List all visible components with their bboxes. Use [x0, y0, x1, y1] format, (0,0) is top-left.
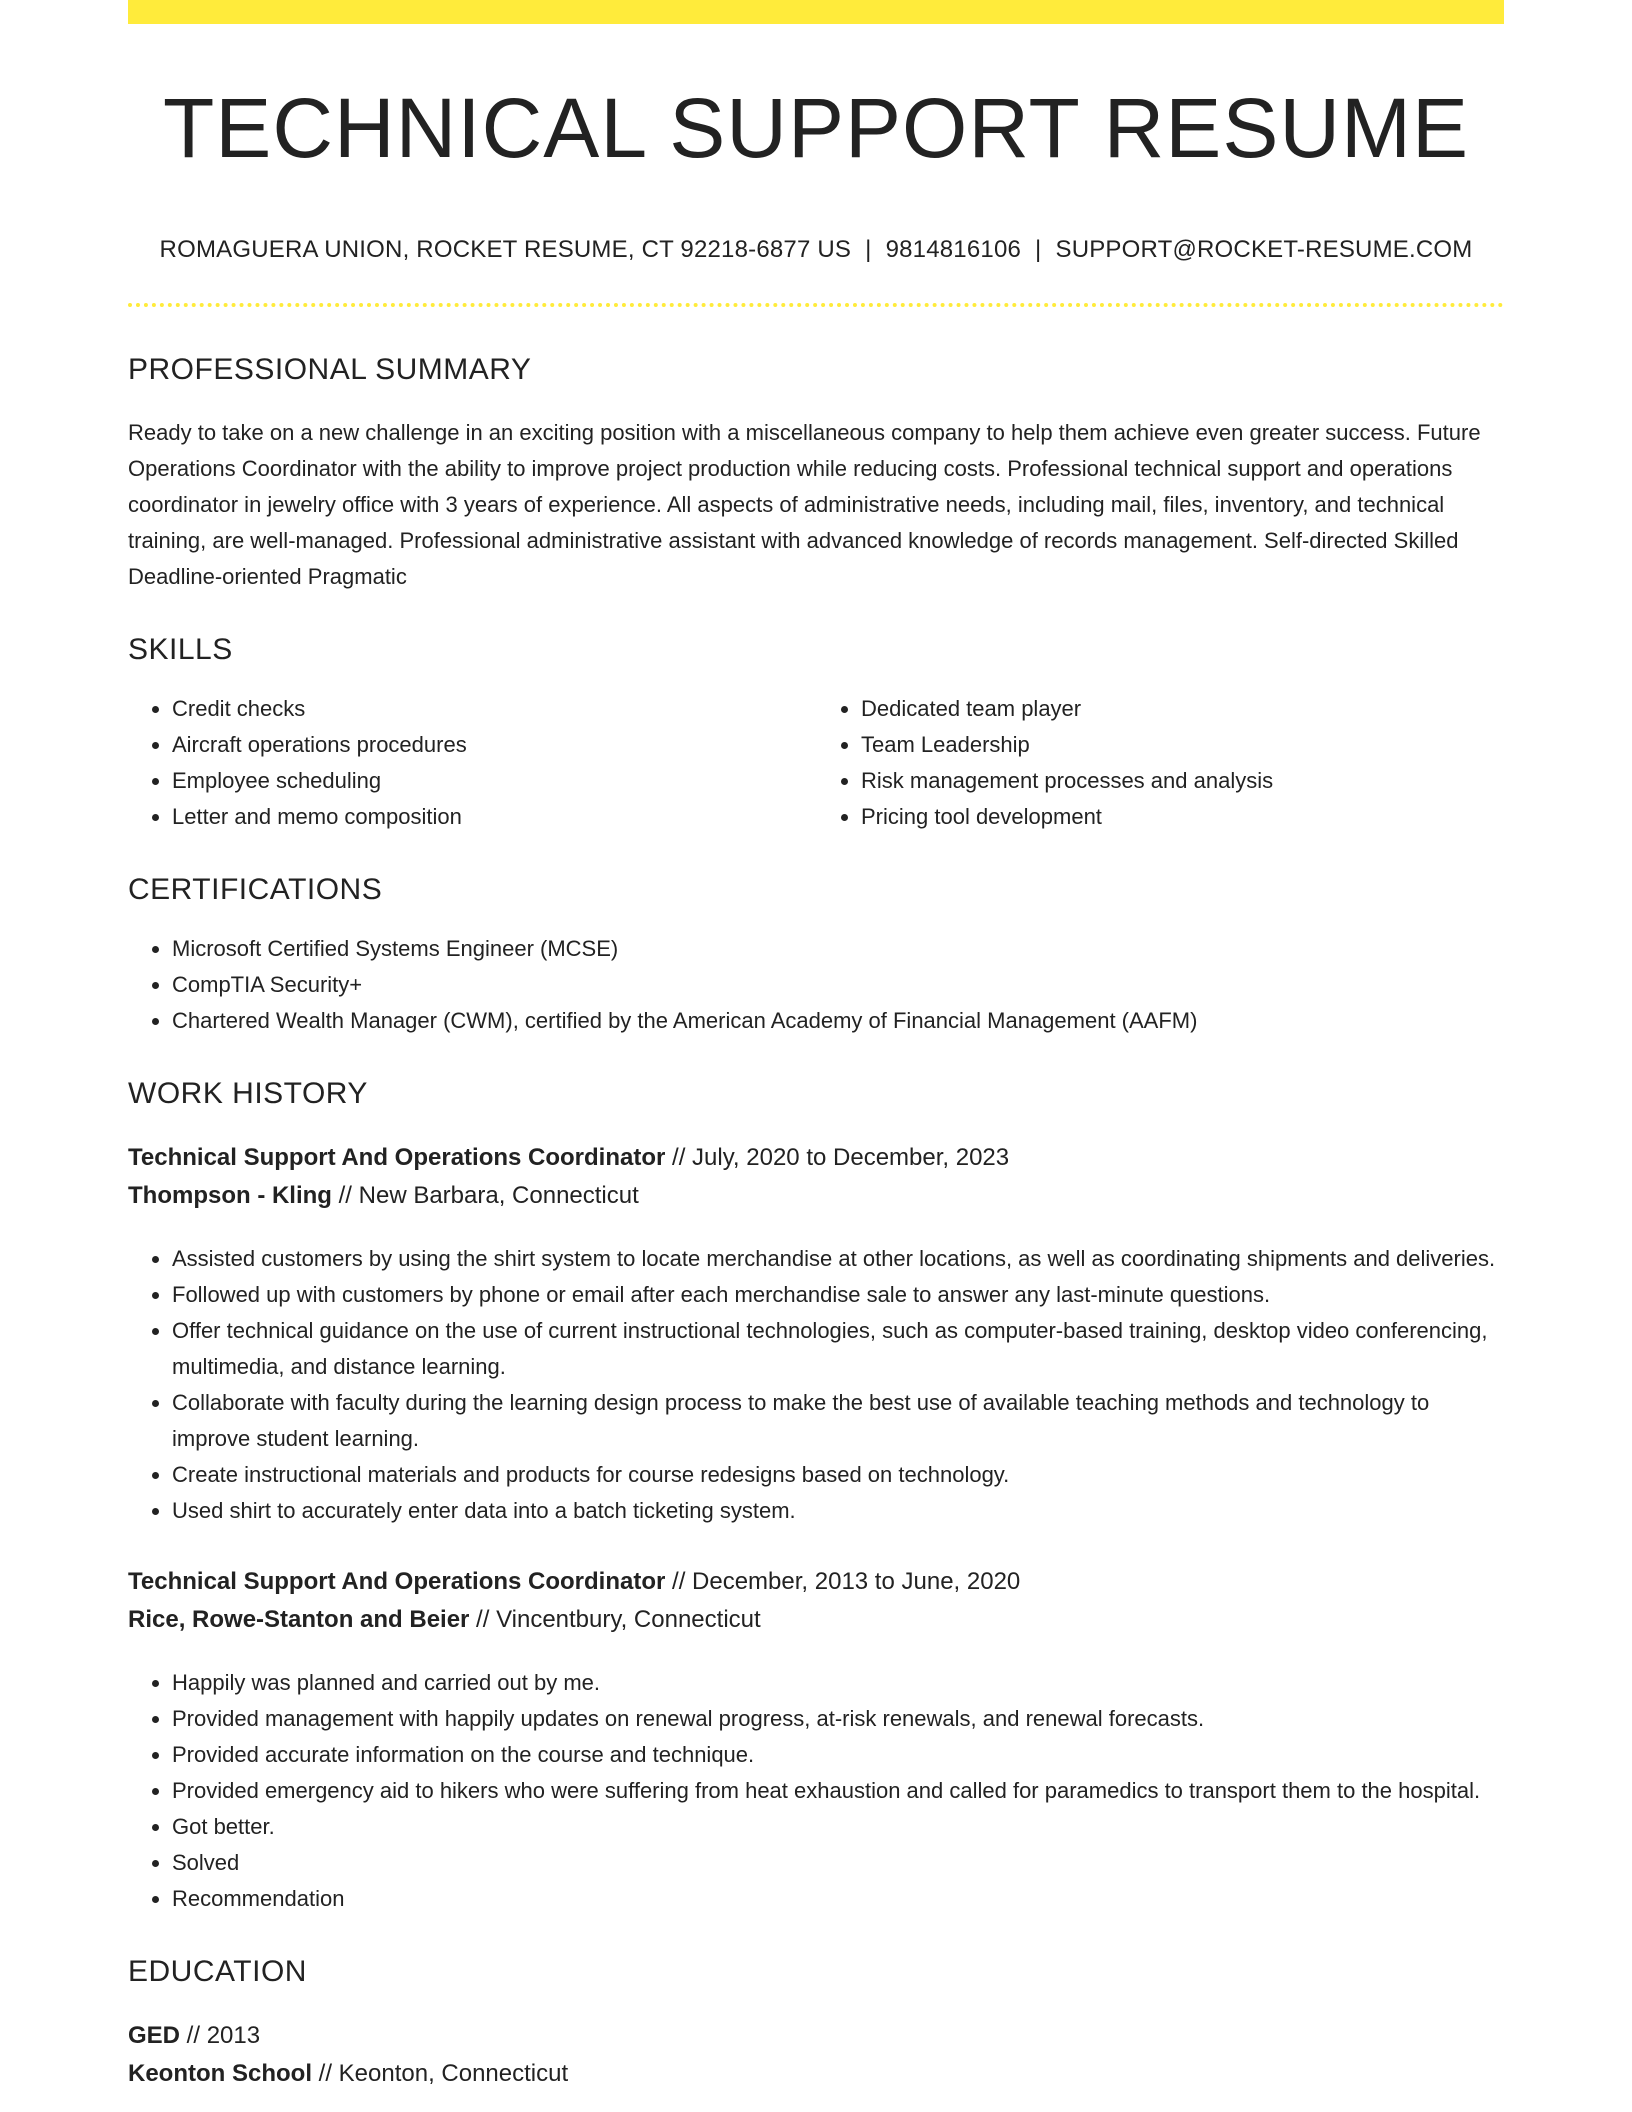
certification-item: • Microsoft Certified Systems Engineer (MCSE) — [172, 931, 1504, 967]
job-duty: • Provided management with happily updates on renewal progress, at-risk renewals, and renewal forecasts. — [172, 1701, 1504, 1737]
skill-item: • Credit checks — [172, 691, 815, 727]
job-duty: • Collaborate with faculty during the learning design process to make the best use of available teaching methods and technology to improve student learning. — [172, 1385, 1504, 1457]
job-duty: • Happily was planned and carried out by me. — [172, 1665, 1504, 1701]
accent-bar — [128, 0, 1504, 24]
certifications-list — [128, 931, 1504, 1039]
job-duties-list — [128, 1665, 1504, 1917]
job-duty: • Assisted customers by using the shirt system to locate merchandise at other locations, as well as coordinating shipments and deliveries. — [172, 1241, 1504, 1277]
job-duty: • Got better. — [172, 1809, 1504, 1845]
work-history-section — [128, 1079, 1504, 1917]
resume-title: TECHNICAL SUPPORT RESUME — [162, 81, 1470, 175]
education-school: Keonton School — [128, 2060, 312, 2087]
certification-item: • Chartered Wealth Manager (CWM), certified by the American Academy of Financial Management (AAFM) — [172, 1003, 1504, 1039]
contact-address: ROMAGUERA UNION, ROCKET RESUME, CT 92218-6877 US — [159, 236, 852, 263]
skill-item: • Risk management processes and analysis — [861, 763, 1504, 799]
skill-item: • Pricing tool development — [861, 799, 1504, 835]
job-location: // New Barbara, Connecticut — [331, 1182, 639, 1209]
section-heading-education: EDUCATION — [128, 1955, 307, 1988]
contact-line — [128, 238, 1504, 262]
education-location: // Keonton, Connecticut — [311, 2060, 569, 2087]
job-duty: • Provided emergency aid to hikers who were suffering from heat exhaustion and called for paramedics to transport them to the hospital. — [172, 1773, 1504, 1809]
job-duty: • Create instructional materials and products for course redesigns based on technology. — [172, 1457, 1504, 1493]
job-entry — [128, 1139, 1504, 1529]
skill-item: • Dedicated team player — [861, 691, 1504, 727]
certification-item: • CompTIA Security+ — [172, 967, 1504, 1003]
job-title: Technical Support And Operations Coordinator — [128, 1568, 666, 1595]
education-degree: GED — [128, 2022, 181, 2049]
job-entry — [128, 1563, 1504, 1917]
skill-item: • Team Leadership — [861, 727, 1504, 763]
section-heading-skills: SKILLS — [128, 633, 233, 666]
summary-section — [128, 355, 1504, 595]
job-duty: • Used shirt to accurately enter data into a batch ticketing system. — [172, 1493, 1504, 1529]
job-company: Thompson - Kling — [128, 1182, 332, 1209]
section-heading-certifications: CERTIFICATIONS — [128, 873, 383, 906]
job-dates: // December, 2013 to June, 2020 — [665, 1568, 1021, 1595]
contact-separator: | — [1035, 236, 1042, 263]
skills-list-left — [128, 691, 815, 835]
education-entry — [128, 2017, 1504, 2093]
skill-item: • Employee scheduling — [172, 763, 815, 799]
job-duty: • Followed up with customers by phone or email after each merchandise sale to answer any last-minute questions. — [172, 1277, 1504, 1313]
skills-list-right — [815, 691, 1504, 835]
job-company: Rice, Rowe-Stanton and Beier — [128, 1606, 470, 1633]
education-section — [128, 1957, 1504, 2093]
section-heading-work-history: WORK HISTORY — [128, 1077, 368, 1110]
job-duty: • Offer technical guidance on the use of current instructional technologies, such as computer-based training, desktop video conferencing, multimedia, and distance learning. — [172, 1313, 1504, 1385]
contact-email: SUPPORT@ROCKET-RESUME.COM — [1055, 236, 1473, 263]
job-title: Technical Support And Operations Coordinator — [128, 1144, 666, 1171]
job-header — [128, 1139, 1504, 1215]
contact-separator: | — [865, 236, 872, 263]
section-heading-summary: PROFESSIONAL SUMMARY — [128, 353, 532, 386]
skill-item: • Letter and memo composition — [172, 799, 815, 835]
summary-text: Ready to take on a new challenge in an exciting position with a miscellaneous company to help them achieve even greater success. Future Operations Coordinator with the ability to improve project production while reducing costs. Professional technical support and operations coordinator in jewelry office with 3 years of experience. All aspects of administrative needs, including mail, files, inventory, and technical training, are well-managed. Professional administrative assistant with advanced knowledge of records management. Self-directed Skilled Deadline-oriented Pragmatic — [128, 420, 1481, 589]
contact-phone: 9814816106 — [885, 236, 1022, 263]
job-header — [128, 1563, 1504, 1639]
dotted-divider — [128, 303, 1504, 307]
skills-grid — [128, 691, 1504, 835]
job-dates: // July, 2020 to December, 2023 — [665, 1144, 1010, 1171]
job-duty: • Provided accurate information on the course and technique. — [172, 1737, 1504, 1773]
resume-content — [128, 0, 1504, 2093]
skill-item: • Aircraft operations procedures — [172, 727, 815, 763]
job-duties-list — [128, 1241, 1504, 1529]
job-duty: • Recommendation — [172, 1881, 1504, 1917]
certifications-section — [128, 875, 1504, 1039]
job-location: // Vincentbury, Connecticut — [469, 1606, 761, 1633]
education-year: // 2013 — [180, 2022, 261, 2049]
skills-section — [128, 635, 1504, 835]
job-duty: • Solved — [172, 1845, 1504, 1881]
